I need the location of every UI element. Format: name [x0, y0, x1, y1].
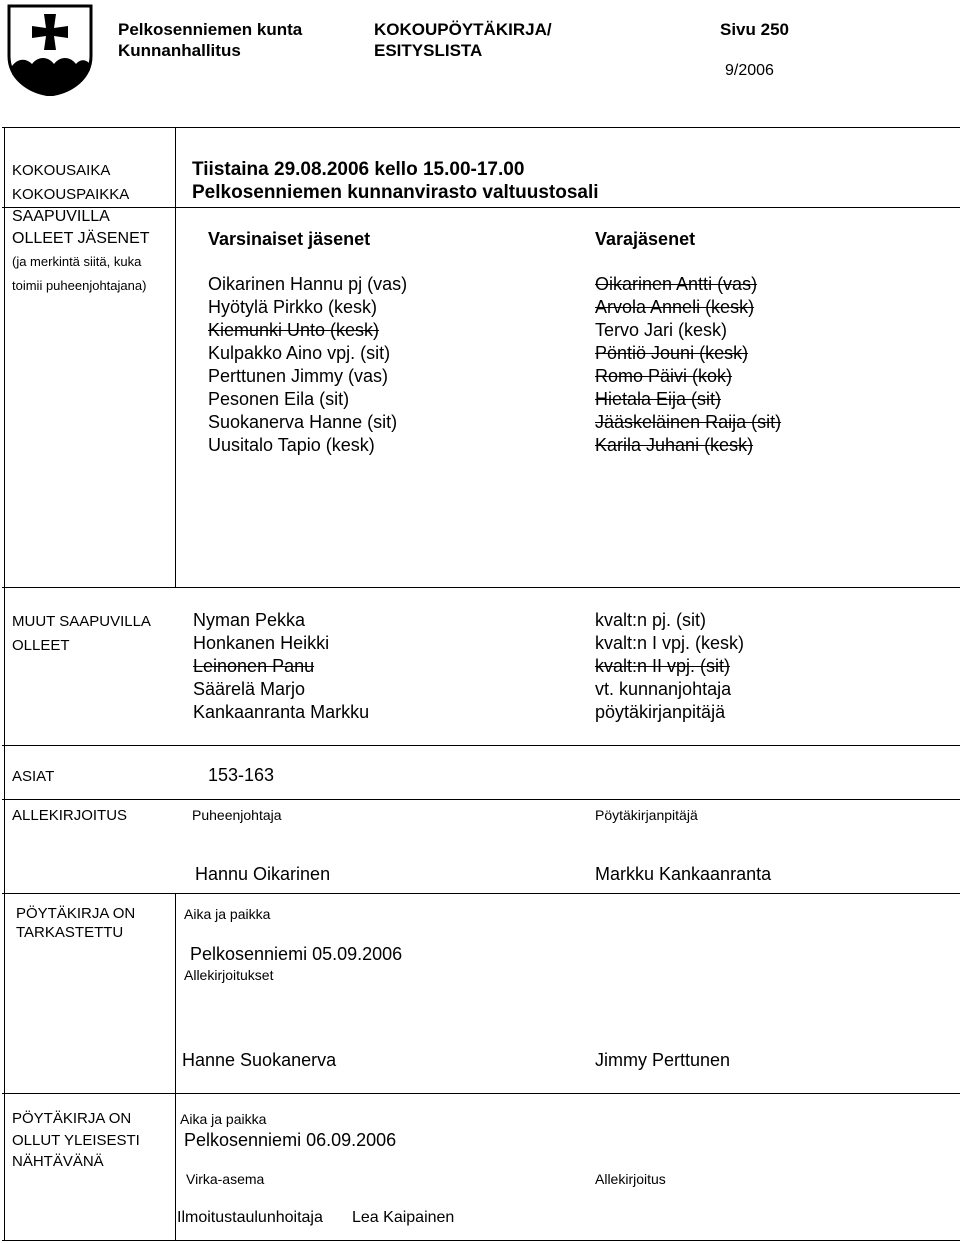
- municipal-coat-of-arms: [6, 4, 94, 96]
- chair-name: Hannu Oikarinen: [195, 864, 331, 884]
- deputy-member: Karila Juhani (kesk): [595, 435, 754, 455]
- deputy-member: Hietala Eija (sit): [595, 389, 722, 409]
- row-divider-checked: [2, 1093, 960, 1094]
- checked-signatures-label: Allekirjoitukset: [184, 967, 274, 983]
- displayed-label-line3: NÄHTÄVÄNÄ: [12, 1153, 104, 1170]
- deputy-member: Pöntiö Jouni (kesk): [595, 343, 749, 363]
- regular-member: Hyötylä Pirkko (kesk): [208, 297, 378, 317]
- deputy-member: Arvola Anneli (kesk): [595, 297, 755, 317]
- items-value: 153-163: [208, 765, 275, 785]
- checked-label-line1: PÖYTÄKIRJA ON: [16, 905, 136, 922]
- checked-signer-2: Jimmy Perttunen: [595, 1050, 731, 1070]
- municipality-name: Pelkosenniemen kunta: [118, 20, 303, 39]
- deputy-members-header: Varajäsenet: [595, 229, 696, 249]
- governing-body: Kunnanhallitus: [118, 41, 241, 60]
- regular-member: Uusitalo Tapio (kesk): [208, 435, 375, 455]
- regular-members-list: [208, 273, 407, 457]
- regular-members-header: Varsinaiset jäsenet: [208, 229, 371, 249]
- regular-member: Kiemunki Unto (kesk): [208, 320, 380, 340]
- bottom-border: [2, 1240, 960, 1241]
- row-divider-items: [2, 799, 960, 800]
- row-divider-attendance: [2, 587, 960, 588]
- meeting-place-value: Pelkosenniemen kunnanvirasto valtuustosali: [192, 182, 599, 203]
- others-label-line2: OLLEET: [12, 637, 70, 654]
- attendance-label-line3: (ja merkintä siitä, kuka: [12, 254, 142, 269]
- secretary-label: Pöytäkirjanpitäjä: [595, 807, 698, 823]
- items-label: ASIAT: [12, 768, 55, 785]
- attendance-label-line2: OLLEET JÄSENET: [12, 230, 150, 247]
- meeting-time-label: KOKOUSAIKA: [12, 162, 111, 179]
- checked-time-place-label: Aika ja paikka: [184, 906, 271, 922]
- checked-label-line2: TARKASTETTU: [16, 924, 124, 941]
- deputy-member: Oikarinen Antti (vas): [595, 274, 758, 294]
- other-person-role: pöytäkirjanpitäjä: [595, 702, 726, 722]
- regular-member: Pesonen Eila (sit): [208, 389, 350, 409]
- checked-signer-1: Hanne Suokanerva: [182, 1050, 337, 1070]
- other-person-role: kvalt:n I vpj. (kesk): [595, 633, 745, 653]
- signature-label: ALLEKIRJOITUS: [12, 807, 128, 824]
- meeting-time-value: Tiistaina 29.08.2006 kello 15.00-17.00: [192, 159, 525, 180]
- document-type-line2: ESITYSLISTA: [374, 41, 483, 60]
- deputy-member: Jääskeläinen Raija (sit): [595, 412, 782, 432]
- deputy-member: Tervo Jari (kesk): [595, 320, 728, 340]
- others-names-list: [193, 609, 369, 724]
- other-person-role: vt. kunnanjohtaja: [595, 679, 732, 699]
- attendance-label-line1: SAAPUVILLA: [12, 208, 110, 225]
- displayed-signer: Lea Kaipainen: [352, 1209, 455, 1226]
- header-divider: [2, 127, 960, 128]
- other-person-name: Honkanen Heikki: [193, 633, 330, 653]
- attendance-label-line4: toimii puheenjohtajana): [12, 278, 147, 293]
- regular-member: Perttunen Jimmy (vas): [208, 366, 389, 386]
- displayed-position-value: Ilmoitustaulunhoitaja: [177, 1209, 323, 1226]
- displayed-label-line1: PÖYTÄKIRJA ON: [12, 1110, 132, 1127]
- document-type-line1: KOKOUPÖYTÄKIRJA/: [374, 20, 552, 39]
- other-person-role: kvalt:n pj. (sit): [595, 610, 707, 630]
- regular-member: Suokanerva Hanne (sit): [208, 412, 398, 432]
- displayed-time-place-value: Pelkosenniemi 06.09.2006: [184, 1130, 397, 1150]
- column-divider-upper: [175, 127, 176, 587]
- other-person-name: Säärelä Marjo: [193, 679, 306, 699]
- meeting-place-label: KOKOUSPAIKKA: [12, 186, 130, 203]
- row-divider-place: [2, 207, 960, 208]
- other-person-name: Nyman Pekka: [193, 610, 306, 630]
- displayed-label-line2: OLLUT YLEISESTI: [12, 1132, 140, 1149]
- others-roles-list: [595, 609, 744, 724]
- regular-member: Oikarinen Hannu pj (vas): [208, 274, 408, 294]
- row-divider-signatures: [2, 893, 960, 894]
- other-person-role: kvalt:n II vpj. (sit): [595, 656, 731, 676]
- displayed-position-label: Virka-asema: [186, 1171, 265, 1187]
- displayed-signature-label: Allekirjoitus: [595, 1171, 666, 1187]
- others-label-line1: MUUT SAAPUVILLA: [12, 613, 151, 630]
- chair-label: Puheenjohtaja: [192, 807, 282, 823]
- other-person-name: Kankaanranta Markku: [193, 702, 370, 722]
- document-number: 9/2006: [725, 62, 774, 79]
- deputy-members-list: [595, 273, 781, 457]
- displayed-time-place-label: Aika ja paikka: [180, 1111, 267, 1127]
- row-divider-others: [2, 745, 960, 746]
- column-divider-lower: [175, 893, 176, 1240]
- other-person-name: Leinonen Panu: [193, 656, 315, 676]
- checked-time-place-value: Pelkosenniemi 05.09.2006: [190, 944, 403, 964]
- regular-member: Kulpakko Aino vpj. (sit): [208, 343, 391, 363]
- left-border: [4, 127, 5, 1241]
- page-number: Sivu 250: [720, 20, 789, 39]
- deputy-member: Romo Päivi (kok): [595, 366, 733, 386]
- secretary-name: Markku Kankaanranta: [595, 864, 772, 884]
